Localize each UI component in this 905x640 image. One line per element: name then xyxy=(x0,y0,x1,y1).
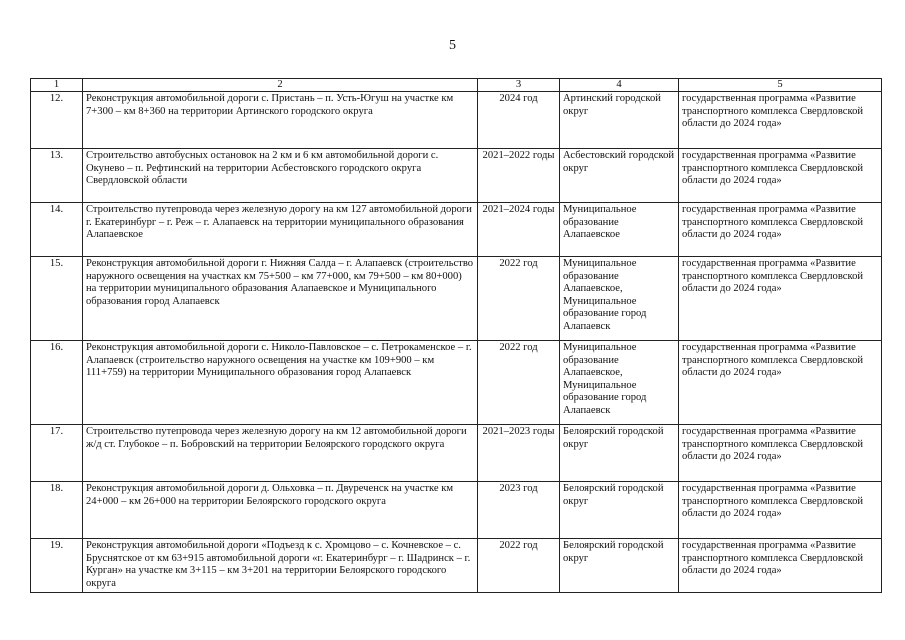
object-description: Реконструкция автомобильной дороги с. Пристань – п. Усть-Югуш на участке км 7+300 – км 8+360 на территории Артинского городского округа xyxy=(83,92,478,149)
table-row xyxy=(31,92,882,149)
column-header-2: 2 xyxy=(83,79,478,92)
municipality: Муниципальное образование Алапаевское xyxy=(560,203,679,257)
implementation-years: 2023 год xyxy=(478,482,560,539)
table-row xyxy=(31,149,882,203)
object-description: Реконструкция автомобильной дороги д. Ольховка – п. Двуреченск на участке км 24+000 – км 26+000 на территории Белоярского городского округа xyxy=(83,482,478,539)
municipality: Артинский городской округ xyxy=(560,92,679,149)
table-row xyxy=(31,257,882,341)
implementation-years: 2022 год xyxy=(478,539,560,593)
object-description: Реконструкция автомобильной дороги г. Нижняя Салда – г. Алапаевск (строительство наружного освещения на участках км 75+500 – км 77+000, км 79+500 – км 80+000) на территории муниципального образования Алапаевское и Муниципального образования город Алапаевск xyxy=(83,257,478,341)
program: государственная программа «Развитие транспортного комплекса Свердловской области до 2024 года» xyxy=(679,203,882,257)
row-number: 13. xyxy=(31,149,83,203)
column-header-5: 5 xyxy=(679,79,882,92)
table-row xyxy=(31,203,882,257)
row-number: 15. xyxy=(31,257,83,341)
object-description: Строительство путепровода через железную дорогу на км 127 автомобильной дороги г. Екатеринбург – г. Реж – г. Алапаевск на территории муниципального образования Алапаевское xyxy=(83,203,478,257)
projects-table xyxy=(30,78,882,593)
row-number: 19. xyxy=(31,539,83,593)
program: государственная программа «Развитие транспортного комплекса Свердловской области до 2024 года» xyxy=(679,341,882,425)
row-number: 14. xyxy=(31,203,83,257)
program: государственная программа «Развитие транспортного комплекса Свердловской области до 2024 года» xyxy=(679,257,882,341)
row-number: 16. xyxy=(31,341,83,425)
column-header-1: 1 xyxy=(31,79,83,92)
table-header-row xyxy=(31,79,882,92)
column-header-4: 4 xyxy=(560,79,679,92)
implementation-years: 2022 год xyxy=(478,257,560,341)
implementation-years: 2021–2024 годы xyxy=(478,203,560,257)
table-row xyxy=(31,341,882,425)
object-description: Строительство автобусных остановок на 2 км и 6 км автомобильной дороги с. Окунево – п. Рефтинский на территории Асбестовского городского округа Свердловской области xyxy=(83,149,478,203)
municipality: Белоярский городской округ xyxy=(560,425,679,482)
municipality: Белоярский городской округ xyxy=(560,482,679,539)
program: государственная программа «Развитие транспортного комплекса Свердловской области до 2024 года» xyxy=(679,539,882,593)
program: государственная программа «Развитие транспортного комплекса Свердловской области до 2024 года» xyxy=(679,92,882,149)
row-number: 17. xyxy=(31,425,83,482)
program: государственная программа «Развитие транспортного комплекса Свердловской области до 2024 года» xyxy=(679,482,882,539)
object-description: Реконструкция автомобильной дороги «Подъезд к с. Хромцово – с. Кочневское – с. Бруснятское от км 63+915 автомобильной дороги «г. Екатеринбург – г. Шадринск – г. Курган» на участке км 3+115 – км 3+201 на территории Белоярского городского округа xyxy=(83,539,478,593)
municipality: Асбестовский городской округ xyxy=(560,149,679,203)
page-number: 5 xyxy=(449,38,456,53)
implementation-years: 2021–2022 годы xyxy=(478,149,560,203)
column-header-3: 3 xyxy=(478,79,560,92)
object-description: Строительство путепровода через железную дорогу на км 12 автомобильной дороги ж/д ст. Глубокое – п. Бобровский на территории Белоярского городского округа xyxy=(83,425,478,482)
municipality: Белоярский городской округ xyxy=(560,539,679,593)
table-row xyxy=(31,425,882,482)
table-row xyxy=(31,482,882,539)
row-number: 18. xyxy=(31,482,83,539)
program: государственная программа «Развитие транспортного комплекса Свердловской области до 2024 года» xyxy=(679,149,882,203)
table-row xyxy=(31,539,882,593)
implementation-years: 2022 год xyxy=(478,341,560,425)
municipality: Муниципальное образование Алапаевское, Муниципальное образование город Алапаевск xyxy=(560,257,679,341)
row-number: 12. xyxy=(31,92,83,149)
municipality: Муниципальное образование Алапаевское, Муниципальное образование город Алапаевск xyxy=(560,341,679,425)
implementation-years: 2021–2023 годы xyxy=(478,425,560,482)
object-description: Реконструкция автомобильной дороги с. Николо-Павловское – с. Петрокаменское – г. Алапаевск (строительство наружного освещения на участке км 109+900 – км 111+759) на территории Муниципального образования город Алапаевск xyxy=(83,341,478,425)
program: государственная программа «Развитие транспортного комплекса Свердловской области до 2024 года» xyxy=(679,425,882,482)
implementation-years: 2024 год xyxy=(478,92,560,149)
